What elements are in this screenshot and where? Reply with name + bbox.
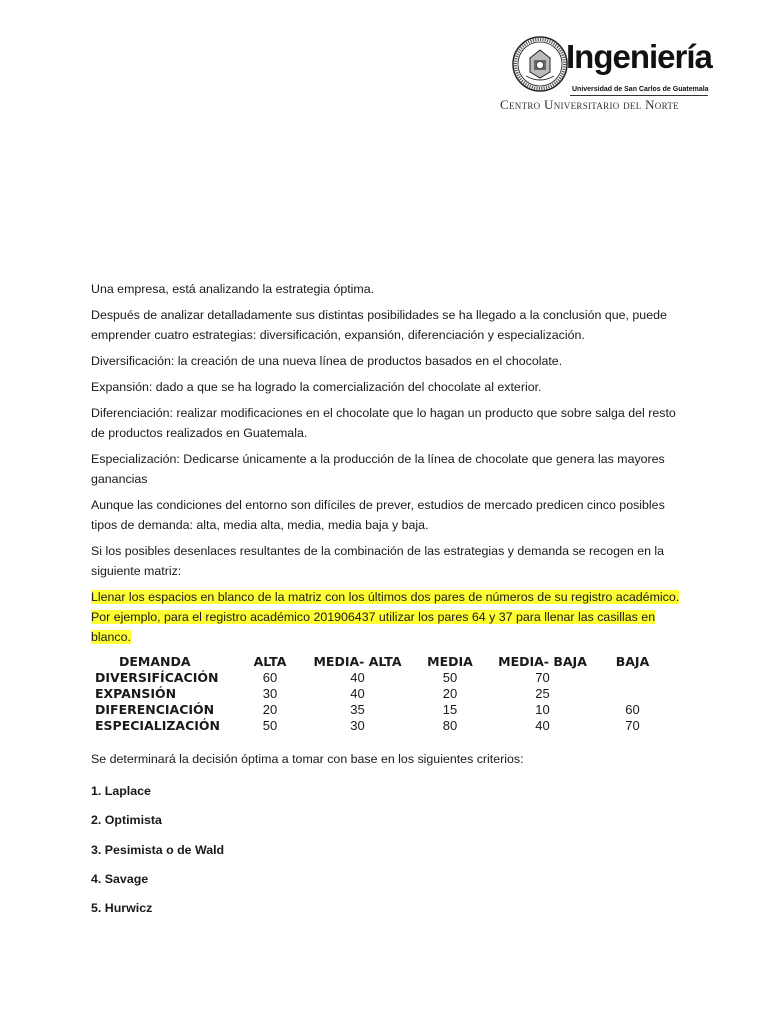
matrix-cell: 60 bbox=[625, 702, 640, 717]
paragraph: Una empresa, está analizando la estrategia óptima. bbox=[91, 282, 375, 296]
criterion-laplace: 1. Laplace bbox=[91, 784, 151, 798]
matrix-cell: 10 bbox=[535, 702, 550, 717]
matrix-cell: 30 bbox=[262, 686, 278, 701]
criteria-list bbox=[91, 782, 224, 928]
row-label: ESPECIALIZACIÓN bbox=[95, 718, 221, 733]
header-demanda: DEMANDA bbox=[119, 654, 191, 669]
matrix-cell: 20 bbox=[262, 702, 278, 717]
payoff-matrix bbox=[95, 654, 665, 734]
criterion-savage: 4. Savage bbox=[91, 871, 149, 886]
matrix-cell-blank bbox=[600, 670, 665, 686]
matrix-row bbox=[95, 670, 665, 686]
matrix-cell: 70 bbox=[535, 670, 550, 685]
criterion-optimista: 2. Optimista bbox=[91, 813, 162, 828]
matrix-header-row bbox=[95, 654, 665, 670]
header-media-alta: MEDIA- ALTA bbox=[313, 654, 402, 669]
matrix-cell: 50 bbox=[442, 670, 458, 685]
header-baja: BAJA bbox=[615, 654, 650, 669]
matrix-cell: 25 bbox=[535, 686, 550, 701]
paragraph: Después de analizar detalladamente sus distintas posibilidades se ha llegado a la conclusión que, puede emprender cuatro estrategias: diversificación, expansión, diferenciación y especialización. bbox=[91, 308, 667, 342]
criterion-hurwicz: 5. Hurwicz bbox=[91, 901, 153, 916]
university-seal-icon bbox=[512, 36, 568, 92]
paragraph: Diferenciación: realizar modificaciones en el chocolate que lo hagan un producto que sobre salga del resto de productos realizados en Guatemala. bbox=[91, 406, 676, 440]
problem-statement bbox=[91, 279, 691, 653]
row-label: DIVERSIFÍCACIÓN bbox=[95, 670, 219, 685]
header-divider bbox=[570, 95, 708, 96]
matrix-cell: 60 bbox=[262, 670, 278, 685]
matrix-cell-blank bbox=[600, 686, 665, 702]
header-alta: ALTA bbox=[253, 654, 287, 669]
paragraph: Si los posibles desenlaces resultantes de la combinación de las estrategias y demanda se recogen en la siguiente matriz: bbox=[91, 544, 665, 578]
matrix-cell: 40 bbox=[350, 686, 365, 701]
instruction-highlight bbox=[91, 587, 691, 647]
matrix-cell: 35 bbox=[350, 702, 365, 717]
matrix-row bbox=[95, 702, 665, 718]
center-name: Centro Universitario del Norte bbox=[500, 97, 679, 112]
brand-title: Ingeniería bbox=[566, 38, 712, 75]
paragraph: Diversificación: la creación de una nueva línea de productos basados en el chocolate. bbox=[91, 354, 563, 368]
matrix-cell: 40 bbox=[350, 670, 365, 685]
row-label: DIFERENCIACIÓN bbox=[95, 702, 215, 717]
criterion-wald: 3. Pesimista o de Wald bbox=[91, 842, 225, 857]
paragraph: Aunque las condiciones del entorno son difíciles de prever, estudios de mercado predicen cinco posibles tipos de demanda: alta, media alta, media, media baja y baja. bbox=[91, 498, 665, 532]
matrix-cell: 80 bbox=[442, 718, 458, 733]
header-media-baja: MEDIA- BAJA bbox=[498, 654, 587, 669]
matrix-cell: 50 bbox=[262, 718, 278, 733]
criteria-intro: Se determinará la decisión óptima a tomar con base en los siguientes criterios: bbox=[91, 752, 524, 766]
matrix-row bbox=[95, 686, 665, 702]
matrix-cell: 20 bbox=[442, 686, 458, 701]
university-name: Universidad de San Carlos de Guatemala bbox=[572, 86, 709, 93]
matrix-cell: 30 bbox=[350, 718, 365, 733]
matrix-row bbox=[95, 718, 665, 734]
header-media: MEDIA bbox=[427, 654, 473, 669]
institution-header bbox=[500, 34, 718, 114]
row-label: EXPANSIÓN bbox=[95, 686, 177, 701]
paragraph: Expansión: dado a que se ha logrado la comercialización del chocolate al exterior. bbox=[91, 380, 542, 394]
matrix-cell: 40 bbox=[535, 718, 550, 733]
highlighted-instruction: Llenar los espacios en blanco de la matriz con los últimos dos pares de números de su registro académico. Por ejemplo, para el registro académico 201906437 utilizar los pares 64 y 37 para llenar las casillas en blanco. bbox=[91, 590, 680, 644]
matrix-cell: 70 bbox=[625, 718, 640, 733]
paragraph: Especialización: Dedicarse únicamente a la producción de la línea de chocolate que genera las mayores ganancias bbox=[91, 452, 665, 486]
matrix-cell: 15 bbox=[442, 702, 458, 717]
